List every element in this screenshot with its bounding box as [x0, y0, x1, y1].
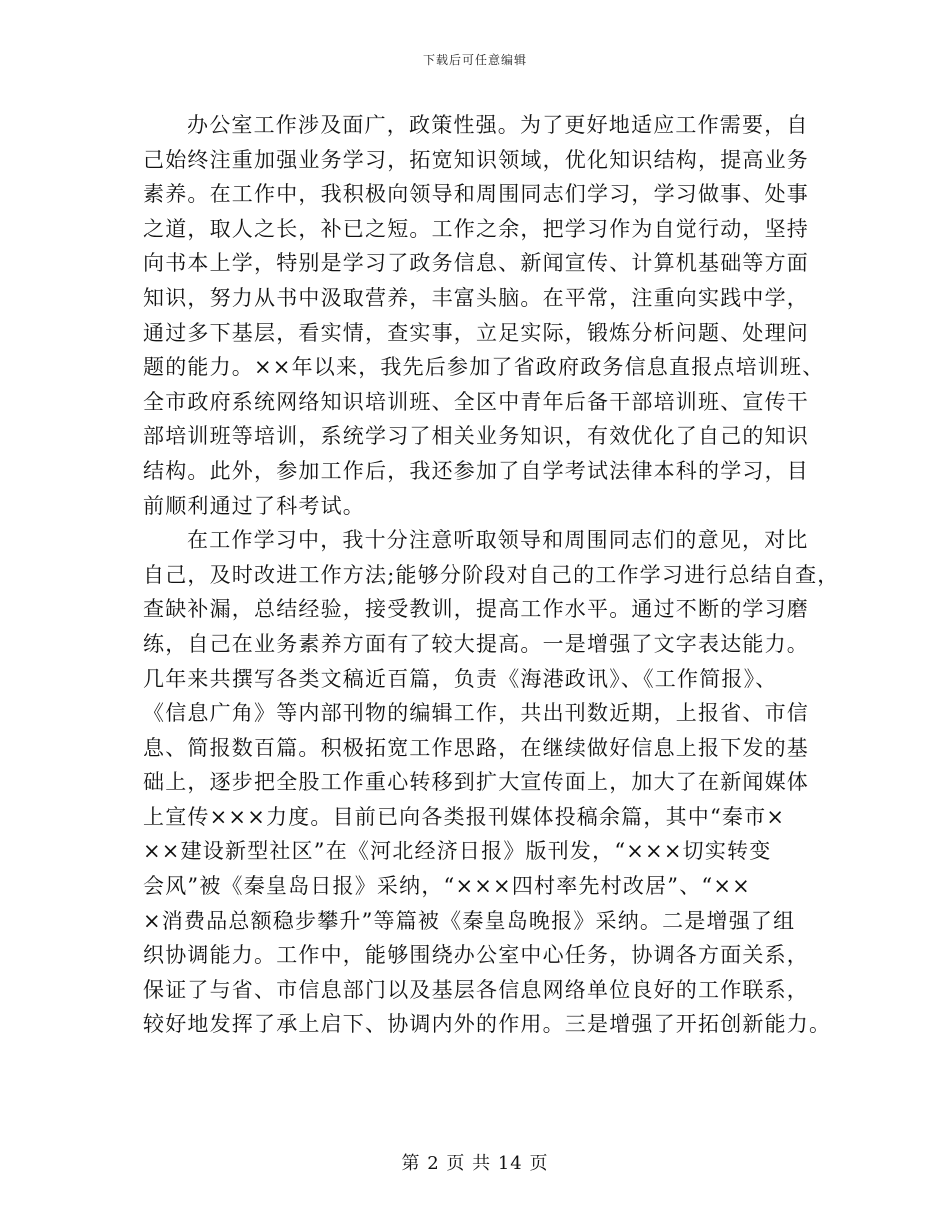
- text-line: 前顺利通过了科考试。: [143, 493, 365, 518]
- text-line: 在工作学习中，我十分注意听取领导和周围同志们的意见，对比: [187, 528, 809, 553]
- page-number: 第 2 页 共 14 页: [401, 1153, 549, 1174]
- text-line: 己始终注重加强业务学习，拓宽知识领域，优化知识结构，提高业务: [143, 147, 809, 172]
- text-line: 上宣传×××力度。目前已向各类报刊媒体投稿余篇，其中“秦市×: [143, 804, 786, 829]
- text-line: 《信息广角》等内部刊物的编辑工作，共出刊数近期，上报省、市信: [143, 701, 809, 726]
- text-line: 查缺补漏，总结经验，接受教训，提高工作水平。通过不断的学习磨: [143, 597, 809, 622]
- text-line: 较好地发挥了承上启下、协调内外的作用。三是增强了开拓创新能力。: [143, 1012, 832, 1037]
- page-header-note: 下载后可任意编辑: [422, 53, 527, 67]
- document-body: [143, 108, 840, 1042]
- text-line: 题的能力。××年以来，我先后参加了省政府政务信息直报点培训班、: [143, 355, 825, 380]
- text-line: 织协调能力。工作中，能够围绕办公室中心任务，协调各方面关系，: [143, 943, 809, 968]
- text-line: 结构。此外，参加工作后，我还参加了自学考试法律本科的学习，目: [143, 458, 809, 483]
- text-line: 通过多下基层，看实情，查实事，立足实际，锻炼分析问题、处理问: [143, 320, 809, 345]
- text-line: 息、简报数百篇。积极拓宽工作思路，在继续做好信息上报下发的基: [143, 735, 809, 760]
- text-line: 自己，及时改进工作方法;能够分阶段对自己的工作学习进行总结自查，: [143, 562, 840, 587]
- text-line: ××建设新型社区”在《河北经济日报》版刊发，“×××切实转变: [143, 839, 772, 864]
- text-line: 会风”被《秦皇岛日报》采纳，“×××四村率先村改居”、“××: [143, 874, 751, 899]
- text-line: 几年来共撰写各类文稿近百篇，负责《海港政讯》、《工作简报》、: [143, 666, 778, 691]
- text-line: 向书本上学，特别是学习了政务信息、新闻宣传、计算机基础等方面: [143, 251, 809, 276]
- text-line: 知识，努力从书中汲取营养，丰富头脑。在平常，注重向实践中学，: [143, 285, 809, 310]
- text-line: 之道，取人之长，补已之短。工作之余，把学习作为自觉行动，坚持: [143, 216, 809, 241]
- text-line: 部培训班等培训，系统学习了相关业务知识，有效优化了自己的知识: [143, 424, 809, 449]
- text-line: 练，自己在业务素养方面有了较大提高。一是增强了文字表达能力。: [143, 631, 809, 656]
- text-line: 素养。在工作中，我积极向领导和周围同志们学习，学习做事、处事: [143, 182, 809, 207]
- text-line: 保证了与省、市信息部门以及基层各信息网络单位良好的工作联系，: [143, 977, 809, 1002]
- text-line: 全市政府系统网络知识培训班、全区中青年后备干部培训班、宣传干: [143, 389, 809, 414]
- text-line: 办公室工作涉及面广，政策性强。为了更好地适应工作需要，自: [187, 113, 809, 137]
- text-line: 础上，逐步把全股工作重心转移到扩大宣传面上，加大了在新闻媒体: [143, 770, 809, 795]
- text-line: ×消费品总额稳步攀升”等篇被《秦皇岛晚报》采纳。二是增强了组: [143, 908, 796, 933]
